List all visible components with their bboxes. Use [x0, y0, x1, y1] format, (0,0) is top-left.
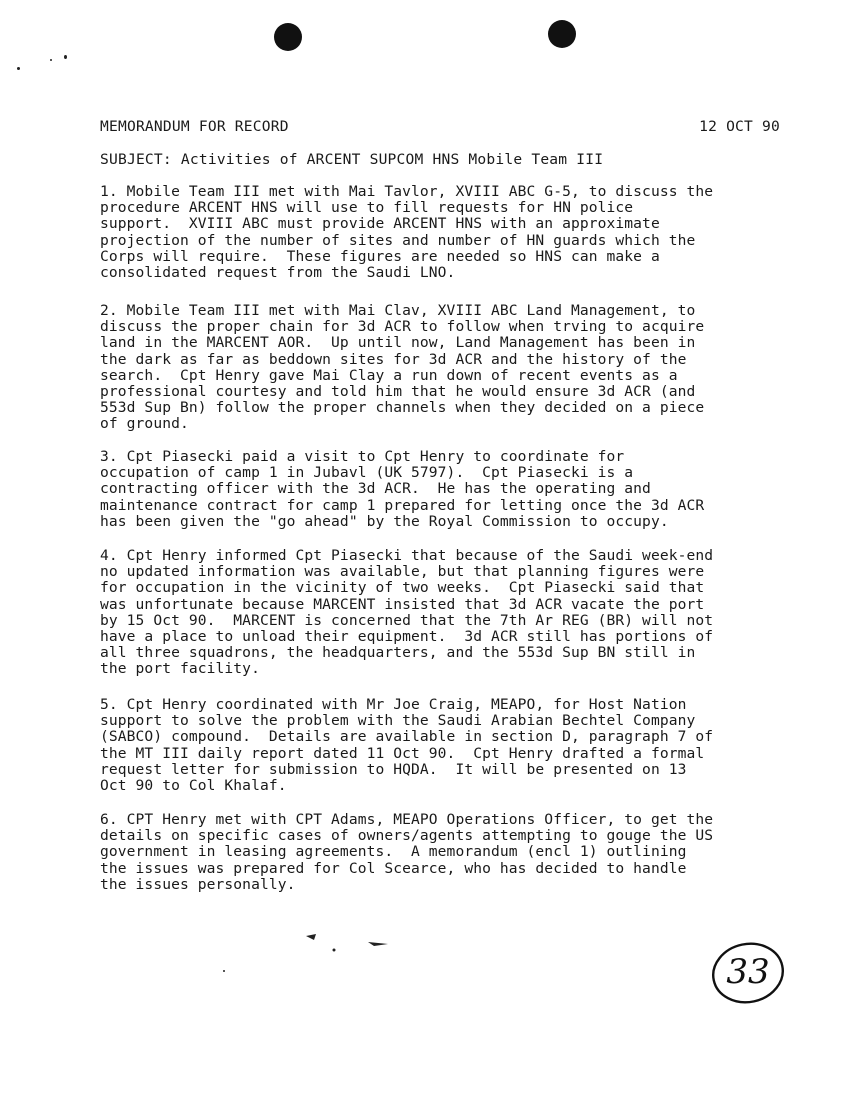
scan-speck: [50, 59, 52, 61]
memo-title: MEMORANDUM FOR RECORD: [100, 118, 289, 135]
memo-paragraph-3: 3. Cpt Piasecki paid a visit to Cpt Henry to coordinate for occupation of camp 1 in Jubavl (UK 5797). Cpt Piasecki is a contracting officer with the 3d ACR. He has the operating and maintenance contract for camp 1 prepared for letting once the 3d ACR has been given the "go ahead" by the Royal Commission to occupy.: [100, 448, 705, 530]
handwritten-page-number: [710, 940, 786, 1006]
scan-speck: [17, 67, 20, 70]
punch-hole-right: [548, 20, 576, 48]
memo-subject: SUBJECT: Activities of ARCENT SUPCOM HNS Mobile Team III: [100, 151, 604, 168]
memo-paragraph-2: 2. Mobile Team III met with Mai Clav, XVIII ABC Land Management, to discuss the proper chain for 3d ACR to follow when trving to acquire land in the MARCENT AOR. Up until now, Land Management has been in the dark as far as beddown sites for 3d ACR and the history of the search. Cpt Henry gave Mai Clay a run down of recent events as a professional courtesy and told him that he would ensure 3d ACR (and 553d Sup Bn) follow the proper channels when they decided on a piece of ground.: [100, 302, 705, 433]
scan-speck: [64, 55, 67, 59]
memo-header: [100, 118, 780, 135]
memo-paragraph-6: 6. CPT Henry met with CPT Adams, MEAPO Operations Officer, to get the details on specific cases of owners/agents attempting to gouge the US government in leasing agreements. A memorandum (encl 1) outlining the issues was prepared for Col Scearce, who has decided to handle the issues personally.: [100, 811, 714, 893]
scan-speck: [223, 970, 225, 972]
punch-hole-left: [274, 23, 302, 51]
scan-artifact-mark: [304, 928, 394, 958]
memo-paragraph-1: 1. Mobile Team III met with Mai Tavlor, XVIII ABC G-5, to discuss the procedure ARCENT HNS will use to fill requests for HN police support. XVIII ABC must provide ARCENT HNS with an approximate projection of the number of sites and number of HN guards which the Corps will require. These figures are needed so HNS can make a consolidated request from the Saudi LNO.: [100, 183, 714, 282]
page-number-text: 33: [726, 952, 770, 992]
memo-paragraph-4: 4. Cpt Henry informed Cpt Piasecki that because of the Saudi week-end no updated information was available, but that planning figures were for occupation in the vicinity of two weeks. Cpt Piasecki said that was unfortunate because MARCENT insisted that 3d ACR vacate the port by 15 Oct 90. MARCENT is concerned that the 7th Ar REG (BR) will not have a place to unload their equipment. 3d ACR still has portions of all three squadrons, the headquarters, and the 553d Sup BN still in the port facility.: [100, 547, 714, 678]
memo-date: 12 OCT 90: [699, 118, 780, 135]
memo-paragraph-5: 5. Cpt Henry coordinated with Mr Joe Craig, MEAPO, for Host Nation support to solve the problem with the Saudi Arabian Bechtel Company (SABCO) compound. Details are available in section D, paragraph 7 of the MT III daily report dated 11 Oct 90. Cpt Henry drafted a formal request letter for submission to HQDA. It will be presented on 13 Oct 90 to Col Khalaf.: [100, 696, 714, 795]
